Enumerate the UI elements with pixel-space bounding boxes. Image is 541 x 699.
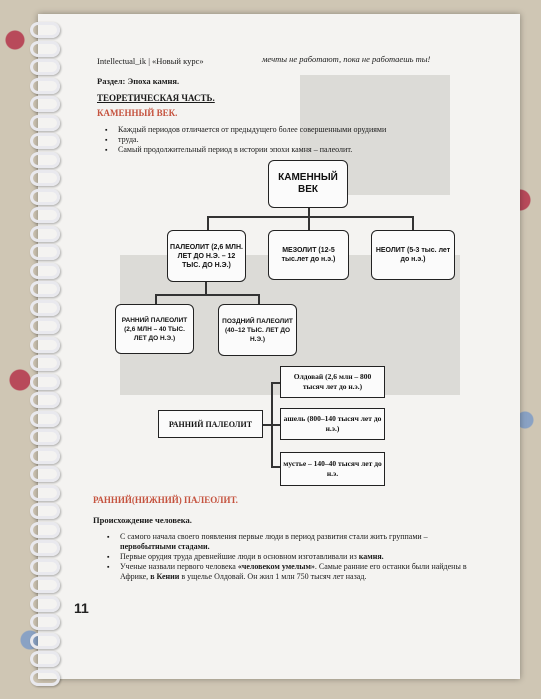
binding-ring	[30, 115, 60, 131]
binding-ring	[30, 207, 60, 223]
diagram-early-paleolit: РАННИЙ ПАЛЕОЛИТ (2,6 МЛН – 40 ТЫС. ЛЕТ ДО Н.Э.)	[115, 304, 194, 354]
diagram2-mousterian: мустье – 140–40 тысяч лет до н.э.	[280, 452, 385, 486]
intro-bullet: ▪ труда.	[100, 135, 440, 145]
origin-bullet-homo-habilis: ▪ Ученые назвали первого человека «человеком умелым». Самые ранние его останки были найдены в Африке, в Кении в ущелье Олдовай. Он жил 1 млн 750 тысяч лет назад.	[102, 562, 477, 582]
binding-ring	[30, 244, 60, 260]
page-number: 11	[74, 600, 89, 616]
binding-ring	[30, 651, 60, 667]
binding-ring	[30, 78, 60, 94]
binding-ring	[30, 170, 60, 186]
diagram-neolit: НЕОЛИТ (5-3 тыс. лет до н.э.)	[371, 230, 455, 280]
binding-ring	[30, 300, 60, 316]
binding-ring	[30, 133, 60, 149]
diagram2-early-paleolit: РАННИЙ ПАЛЕОЛИТ	[158, 410, 263, 438]
section-label: Раздел: Эпоха камня.	[97, 76, 180, 86]
binding-ring	[30, 577, 60, 593]
origin-bullet-groups: ▪ С самого начала своего появления первые люди в период развития стали жить группами – первобытными стадами.	[102, 532, 477, 552]
diagram-late-paleolit: ПОЗДНИЙ ПАЛЕОЛИТ (40–12 ТЫС. ЛЕТ ДО Н.Э.)	[218, 304, 297, 356]
origin-heading: Происхождение человека.	[93, 515, 192, 525]
lower-paleolit-heading: РАННИЙ(НИЖНИЙ) ПАЛЕОЛИТ.	[93, 495, 238, 505]
header-motto: мечты не работают, пока не работаешь ты!	[262, 54, 431, 64]
binding-ring	[30, 281, 60, 297]
stone-age-heading: КАМЕННЫЙ ВЕК.	[97, 108, 178, 118]
diagram-paleolit: ПАЛЕОЛИТ (2,6 МЛН. ЛЕТ ДО Н.Э. – 12 ТЫС. ДО Н.Э.)	[167, 230, 246, 282]
binding-ring	[30, 522, 60, 538]
binding-ring	[30, 448, 60, 464]
binding-ring	[30, 263, 60, 279]
theory-heading: ТЕОРЕТИЧЕСКАЯ ЧАСТЬ.	[97, 93, 215, 103]
binding-ring	[30, 596, 60, 612]
binding-ring	[30, 559, 60, 575]
origin-bullet-tools: ▪ Первые орудия труда древнейшие люди в основном изготавливали из камня.	[102, 552, 477, 562]
binding-ring	[30, 59, 60, 75]
binding-ring	[30, 337, 60, 353]
binding-ring	[30, 614, 60, 630]
origin-list	[102, 532, 477, 582]
diagram-root-stone-age: КАМЕННЫЙ ВЕК	[268, 160, 348, 208]
binding-ring	[30, 226, 60, 242]
diagram2-acheul: ашель (800–140 тысяч лет до н.э.)	[280, 408, 385, 440]
binding-ring	[30, 485, 60, 501]
intro-bullet: ▪ Каждый периодов отличается от предыдущего более совершенными орудиями	[100, 125, 440, 135]
binding-ring	[30, 429, 60, 445]
diagram-mezolit: МЕЗОЛИТ (12-5 тыс.лет до н.э.)	[268, 230, 349, 280]
binding-ring	[30, 318, 60, 334]
binding-ring	[30, 392, 60, 408]
binding-ring	[30, 670, 60, 686]
binding-ring	[30, 152, 60, 168]
binding-ring	[30, 633, 60, 649]
binding-ring	[30, 540, 60, 556]
binding-ring	[30, 355, 60, 371]
binding-ring	[30, 22, 60, 38]
header-left: Intellectual_ik | «Новый курс»	[97, 56, 204, 66]
intro-list	[100, 125, 440, 155]
binding-ring	[30, 41, 60, 57]
binding-ring	[30, 96, 60, 112]
binding-ring	[30, 466, 60, 482]
binding-ring	[30, 189, 60, 205]
binding-ring	[30, 503, 60, 519]
binding-ring	[30, 411, 60, 427]
diagram2-olduvai: Олдовай (2,6 млн – 800 тысяч лет до н.э.)	[280, 366, 385, 398]
intro-bullet: ▪ Самый продолжительный период в истории эпохи камня – палеолит.	[100, 145, 440, 155]
binding-ring	[30, 374, 60, 390]
